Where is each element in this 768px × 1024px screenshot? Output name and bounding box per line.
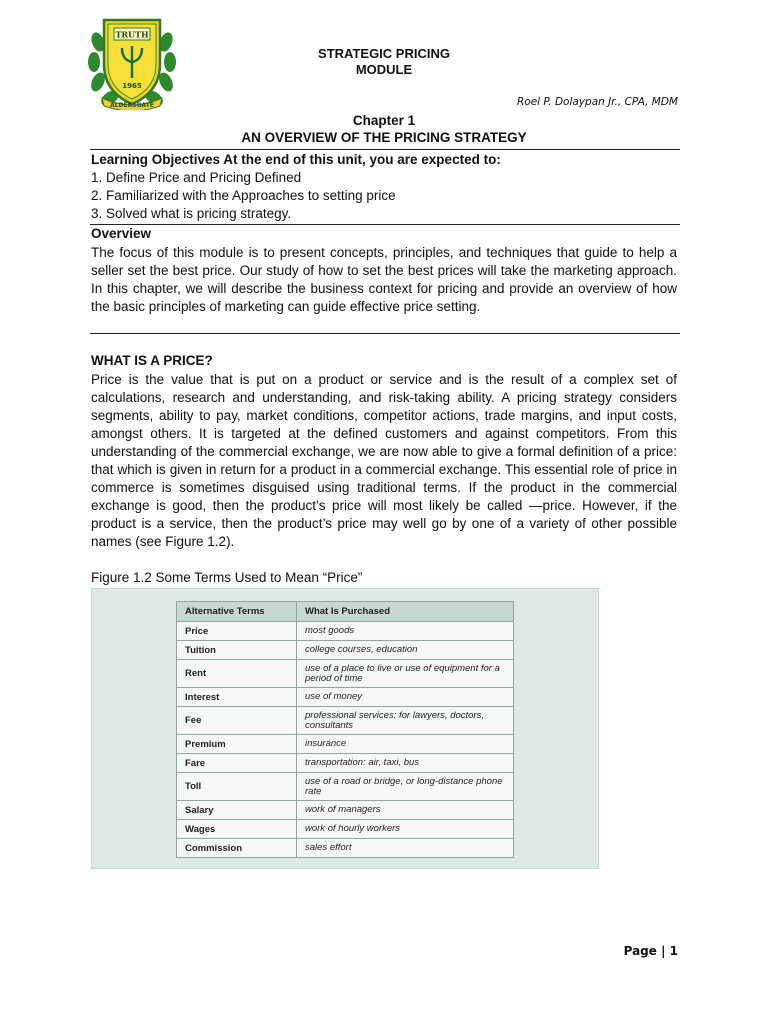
learning-objectives-heading: Learning Objectives At the end of this unit, you are expected to:: [91, 152, 501, 167]
table-row: [177, 707, 514, 735]
column-header: Alternative Terms: [177, 602, 297, 622]
term-cell: Toll: [177, 773, 297, 801]
module-title-line1: STRATEGIC PRICING: [318, 46, 450, 61]
term-cell: Salary: [177, 801, 297, 820]
terms-table: [176, 601, 514, 858]
objective-item: 2. Familiarized with the Approaches to setting price: [91, 188, 396, 203]
table-row: [177, 839, 514, 858]
price-paragraph: Price is the value that is put on a product or service and is the result of a complex set of calculations, research and understanding, and risk-taking ability. A pricing strategy considers segments, ability to pay, market conditions, competitor actions, trade margins, and input costs, amongst others. It is targeted at the defined customers and against competitors. From this understanding of the commercial exchange, we are now able to give a formal definition of a price: that which is given in return for a product in a commercial exchange. This essential role of price in commerce is sometimes disguised using traditional terms. If the product in the commercial exchange is good, then the product’s price will most likely be called —price. However, if the product is a service, then the product’s price may well go by one of a variety of other possible names (see Figure 1.2).: [91, 372, 677, 549]
objective-item: 3. Solved what is pricing strategy.: [91, 206, 292, 221]
term-cell: Tuition: [177, 641, 297, 660]
table-row: [177, 641, 514, 660]
author-name: Roel P. Dolaypan Jr., CPA, MDM: [516, 96, 678, 108]
table-row: [177, 754, 514, 773]
chapter-title: AN OVERVIEW OF THE PRICING STRATEGY: [241, 130, 527, 145]
logo-year: 1965: [122, 82, 142, 90]
objective-item: 1. Define Price and Pricing Defined: [91, 170, 302, 185]
table-row: [177, 773, 514, 801]
page-number: Page | 1: [623, 944, 678, 958]
term-cell: Fee: [177, 707, 297, 735]
logo-motto: TRUTH: [115, 29, 149, 40]
divider: [90, 333, 680, 334]
term-cell: Commission: [177, 839, 297, 858]
overview-heading: Overview: [91, 226, 152, 241]
term-cell: Rent: [177, 660, 297, 688]
table-row: [177, 660, 514, 688]
module-title-line2: MODULE: [355, 62, 413, 77]
purchased-cell: most goods: [297, 622, 514, 641]
chapter-number: Chapter 1: [352, 113, 416, 128]
purchased-cell: use of a road or bridge, or long-distance phone rate: [297, 773, 514, 801]
term-cell: Fare: [177, 754, 297, 773]
purchased-cell: use of a place to live or use of equipment for a period of time: [297, 660, 514, 688]
figure-caption: Figure 1.2 Some Terms Used to Mean “Price”: [91, 570, 363, 585]
purchased-cell: transportation: air, taxi, bus: [297, 754, 514, 773]
purchased-cell: work of managers: [297, 801, 514, 820]
term-cell: Wages: [177, 820, 297, 839]
table-row: [177, 688, 514, 707]
purchased-cell: work of hourly workers: [297, 820, 514, 839]
divider: [90, 149, 680, 150]
divider: [90, 224, 680, 225]
term-cell: Interest: [177, 688, 297, 707]
term-cell: Price: [177, 622, 297, 641]
table-row: [177, 820, 514, 839]
overview-paragraph: The focus of this module is to present concepts, principles, and techniques that guide to help a seller set the best price. Our study of how to set the best prices will take the marketing approach. In this chapter, we will describe the business context for pricing and provide an overview of how the basic principles of marketing can guide effective price setting.: [91, 245, 677, 314]
purchased-cell: insurance: [297, 735, 514, 754]
figure-image: [91, 588, 599, 869]
purchased-cell: college courses, education: [297, 641, 514, 660]
purchased-cell: professional services: for lawyers, doctors, consultants: [297, 707, 514, 735]
table-row: [177, 801, 514, 820]
table-row: [177, 735, 514, 754]
purchased-cell: sales effort: [297, 839, 514, 858]
purchased-cell: use of money: [297, 688, 514, 707]
logo-name: ALDERSGATE: [110, 102, 154, 109]
table-row: [177, 622, 514, 641]
column-header: What Is Purchased: [297, 602, 514, 622]
section-heading: WHAT IS A PRICE?: [91, 353, 213, 368]
term-cell: Premium: [177, 735, 297, 754]
